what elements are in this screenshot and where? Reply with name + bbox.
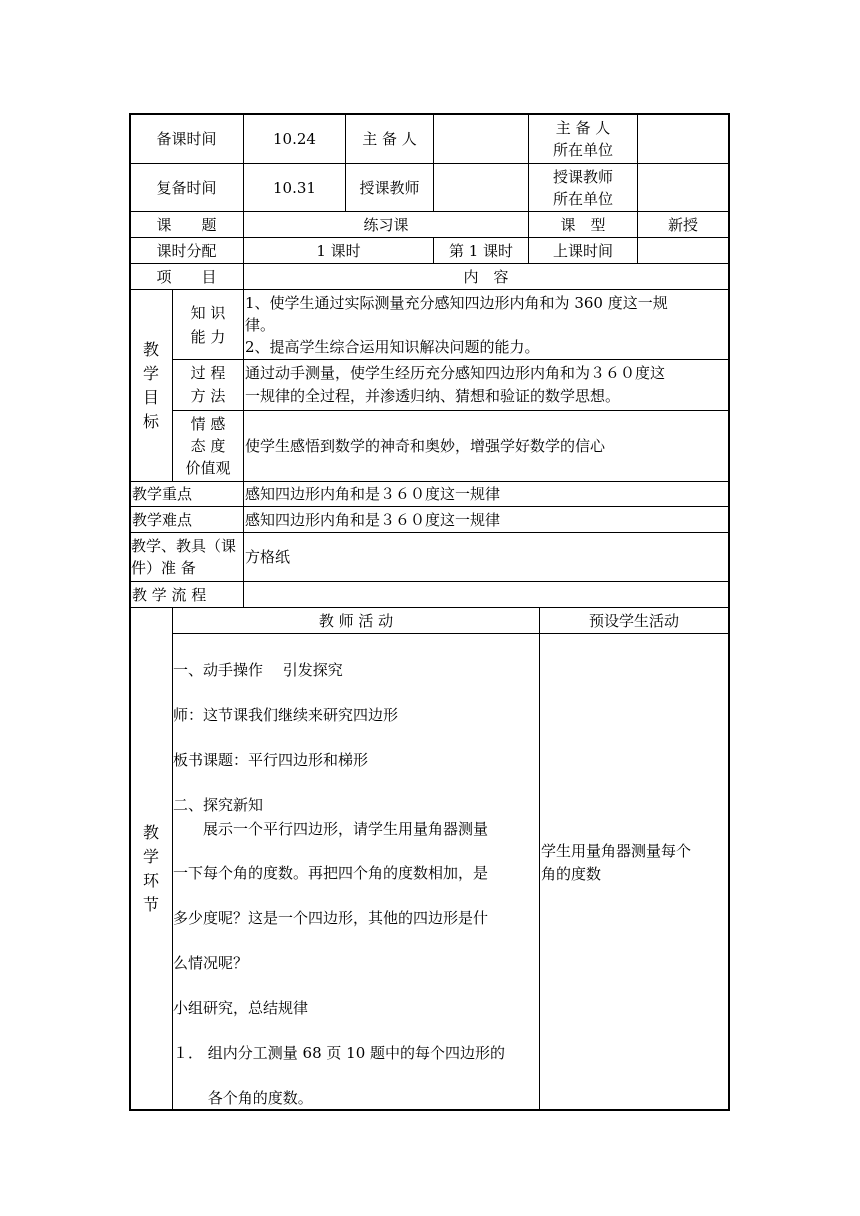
teacher-value [434,164,528,211]
process-method-content [243,362,729,410]
key-point-value: 感知四边形内角和是３６０度这一规律 [245,485,501,503]
emotion-attitude-content: 使学生感悟到数学的神奇和奥妙，增强学好数学的信心 [245,437,606,455]
class-time-label: 上课时间 [552,241,613,260]
key-point-label: 教学重点 [132,485,193,503]
process-label-line: 过 程 [190,364,226,382]
topic-label: 课 题 [156,215,217,234]
teacher-label: 授课教师 [359,178,420,197]
row-divider [172,633,730,634]
prep-time-label: 备课时间 [156,129,217,148]
difficulty-label: 教学难点 [132,510,193,529]
student-activity-line: 角的度数 [541,865,602,883]
process-line: 一规律的全过程，并渗透归纳、猜想和验证的数学思想。 [245,387,621,405]
teacher-unit-value [638,164,728,211]
emotion-label-line: 情 感 [190,415,226,433]
teacher-activity-line: 板书课题：平行四边形和梯形 [173,751,369,769]
teacher-unit-label [529,164,637,211]
emotion-label-line: 价值观 [185,459,231,477]
tools-label [131,533,243,581]
teacher-activity-line: 各个角的度数。 [173,1089,313,1107]
lead-preparer-label: 主 备 人 [362,129,417,148]
review-time-value: 10.31 [273,178,316,197]
tools-value: 方格纸 [245,548,291,566]
emotion-label-line: 态 度 [190,437,226,455]
knowledge-line: 1、使学生通过实际测量充分感知四边形内角和为 360 度这一规 [245,294,668,312]
teaching-section-label-text: 教学环节 [142,822,159,914]
tools-label-line: 教学、教具（课 [131,537,237,555]
knowledge-label-line: 知 识 [190,303,226,322]
teacher-activity-line: 一下每个角的度数。再把四个角的度数相加，是 [173,864,489,882]
prep-time-value: 10.24 [273,129,316,148]
knowledge-ability-content [243,292,729,359]
hours-label: 课时分配 [156,241,217,260]
difficulty-value: 感知四边形内角和是３６０度这一规律 [245,510,501,529]
student-activity-header: 预设学生活动 [588,611,679,630]
col-divider [539,607,540,1110]
knowledge-line: 2、提高学生综合运用知识解决问题的能力。 [245,338,540,356]
teacher-activity-line: 多少度呢？这是一个四边形，其他的四边形是什 [173,909,489,927]
process-label-line: 方 法 [190,387,226,405]
teaching-flow-label: 教 学 流 程 [132,585,207,604]
knowledge-ability-label [173,290,243,359]
teacher-activity-header: 教 师 活 动 [318,611,394,630]
student-activity-line: 学生用量角器测量每个 [541,842,692,860]
lesson-type-value: 新授 [667,215,698,234]
teaching-section-label [130,608,172,1109]
lead-unit-label-line: 主 备 人 [555,118,611,137]
knowledge-label-line: 能 力 [190,327,226,346]
lead-unit-label [529,114,637,163]
teacher-activity-line: 师：这节课我们继续来研究四边形 [173,706,399,724]
row-divider [172,359,730,360]
teacher-activity-line: １． 组内分工测量 68 页 10 题中的每个四边形的 [173,1044,506,1062]
teacher-unit-label-line: 所在单位 [552,189,613,208]
emotion-attitude-label [173,411,243,481]
teacher-activity-line: 小组研究，总结规律 [173,999,309,1017]
topic-value: 练习课 [363,215,409,234]
teaching-goals-label-text: 教学目标 [142,339,159,431]
item-label: 项 目 [156,267,217,286]
session-value: 第 1 课时 [448,241,514,260]
process-line: 通过动手测量，使学生经历充分感知四边形内角和为３６０度这 [245,364,666,382]
teacher-activity-line: 展示一个平行四边形，请学生用量角器测量 [173,820,489,838]
lead-unit-value [638,114,728,163]
lead-preparer-value [434,114,528,163]
tools-label-line: 件）准 备 [131,559,196,577]
teacher-unit-label-line: 授课教师 [552,167,613,186]
knowledge-line: 律。 [245,316,276,334]
table-bottom-border [129,1109,730,1111]
teacher-activity-line: 一、动手操作 引发探究 [173,661,343,679]
class-time-value [638,238,728,263]
hours-value: 1 课时 [316,241,361,260]
teaching-goals-label [130,290,172,481]
review-time-label: 复备时间 [156,178,217,197]
teacher-activity-line: 二、探究新知 [173,796,264,814]
table-right-border [728,113,730,1111]
teacher-activity-line: 么情况呢？ [173,954,249,972]
lead-unit-label-line: 所在单位 [552,140,613,159]
student-activity-content [541,840,728,886]
process-method-label [173,360,243,410]
content-label: 内 容 [463,267,509,286]
lesson-type-label: 课 型 [560,215,606,234]
col-divider [172,607,173,1110]
